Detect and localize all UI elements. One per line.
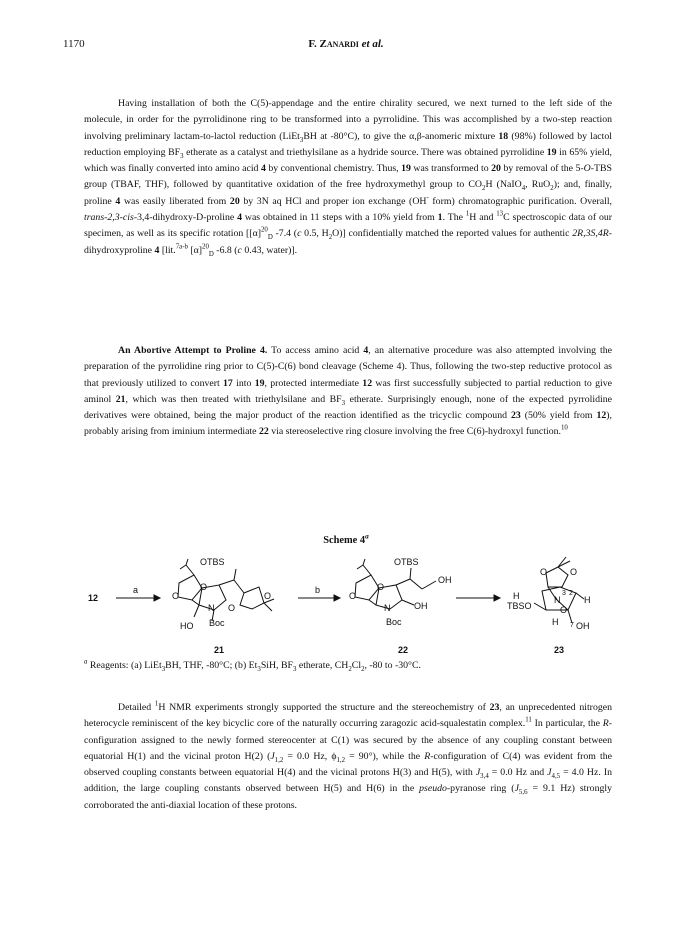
page-number: 1170 [63,38,85,50]
running-author: F. Zanardi et al. [308,38,384,50]
svg-text:H: H [552,617,559,627]
svg-text:7: 7 [570,622,574,629]
svg-text:OTBS: OTBS [394,557,419,567]
arrow-a-head [154,595,160,601]
reagent-a-label: a [133,585,139,595]
tbso-label: TBSO [507,601,532,611]
otbs-label: OTBS [200,557,225,567]
compound-23-label: 23 [554,645,565,655]
svg-text:O: O [200,582,208,592]
paragraph-1: Having installation of both the C(5)-appendage and the entire chirality secured, we next turned to the left side of the molecule, in order for the pyrrolidinone ring to be transformed into a pyrrolidine. This was accomplished by a two-step reaction involving preliminary lactam-to-lactol reduction (LiEt$_3$BH at -80°C), to give the α,β-anomeric mixture 18 (98%) followed by lactol reduction employing $BF_3$ etherate as a catalyst and triethylsilane as a hydride source. There was obtained pyrrolidine 19 in 65% yield, which was finally converted into amino acid 4 by conventional chemistry. Thus, 19 was transformed to 20 by removal of the 5-O-TBS group (TBAF, THF), followed by quantitative oxidation of the free hydroxymethyl group to $CO_2H$ (NaIO$_4$, RuO$_2$); and, finally, proline 4 was easily liberated from 20 by 3N aq HCl and proper ion exchange (OH- form) chromatographic purification. Overall, trans-2,3-cis-3,4-dihydroxy-D-proline 4 was obtained in 11 steps with a 10% yield from 1. The $^1$H and $^{13}$C spectroscopic data of our specimen, as well as its specific rotation [$[\alpha]^{20}_D$ -7.4 (c 0.5, $H_2O$)] confidentially matched the reported values for authentic 2R,3S,4R-dihydroxyproline 4 [lit.$^{7a-b}$ $[\alpha]^{20}_D$ -6.8 (c 0.43, water)]. [84,98,613,258]
svg-text:3: 3 [562,590,566,597]
compound-22-label: 22 [398,645,409,655]
scheme-title: Scheme 4$^a$ [323,532,369,546]
svg-text:N: N [384,603,391,613]
svg-text:N: N [208,603,215,613]
svg-text:OH: OH [414,601,428,611]
svg-text:OH: OH [438,575,452,585]
svg-text:H: H [584,595,591,605]
svg-text:O: O [349,591,357,601]
arrow-b-head [334,595,340,601]
svg-text:O: O [570,567,578,577]
reagent-b-label: b [315,585,321,595]
running-header [63,38,629,54]
boc-label: Boc [209,618,225,628]
scheme-footnote: $^a$ Reagents: (a) LiEt$_3$BH, THF, -80°C; (b) $Et_3SiH$, $BF_3$ etherate, $CH_2Cl_2$, -80 to -30°C. [84,658,421,673]
svg-text:OH: OH [576,621,590,631]
svg-text:Boc: Boc [386,617,402,627]
paragraph-3: Detailed $^1$H NMR experiments strongly supported the structure and the stereochemistry of 23, an unprecedented nitrogen heterocycle reminiscent of the key bicyclic core of the naturally occurring zaragozic acid-squalestatin complex.$^{11}$ In particular, the R-configuration assigned to the newly formed stereocenter at C(1) was secured by the absence of any coupling constant between equatorial H(1) and the vicinal proton H(2) ($J_{1,2} = 0.0$ Hz, $\phi_{1,2} = 90^\circ$), while the R-configuration of C(4) was evident from the observed coupling constants between equatorial H(4) and the vicinal protons H(3) and H(5), with $J_{3,4} = 0.0$ Hz and $J_{4,5} = 4.0$ Hz. In addition, the large coupling constants observed between H(5) and H(6) in the pseudo-pyranose ring ($J_{5,6} = 9.1$ Hz) strongly corroborated the anti-diaxial location of these protons. [84,700,612,811]
section-heading: An Abortive Attempt to Proline 4. [118,345,268,356]
reaction-scheme [84,555,604,655]
ho-label: HO [180,621,194,631]
svg-text:O: O [560,605,568,615]
svg-text:H: H [513,591,520,601]
svg-text:O: O [228,603,236,613]
svg-text:O: O [540,567,548,577]
paragraph-2: An Abortive Attempt to Proline 4. To access amino acid 4, an alternative procedure was also attempted involving the preparation of the pyrrolidine ring prior to C(5)-C(6) bond cleavage (Scheme 4). Thus, following the two-step reductive protocol as that previously utilized to convert 17 into 19, protected intermediate 12 was first successfully subjected to partial reduction to give aminol 21, which was then treated with triethylsilane and $BF_3$ etherate. Surprisingly enough, none of the expected pyrrolidine derivatives were obtained, being the major product of the reaction identified as the tricyclic compound 23 (50% yield from 12), probably arising from iminium intermediate 22 via stereoselective ring closure involving the free C(6)-hydroxyl function.$^{10}$ [84,345,613,438]
svg-text:2: 2 [569,590,573,597]
svg-text:N: N [554,595,561,605]
arrow-c-head [494,595,500,601]
compound-21-label: 21 [214,645,225,655]
svg-text:O: O [172,591,180,601]
compound-12-label: 12 [88,593,99,603]
compound-21-structure [178,559,274,621]
svg-text:O: O [377,582,385,592]
svg-text:O: O [264,591,272,601]
